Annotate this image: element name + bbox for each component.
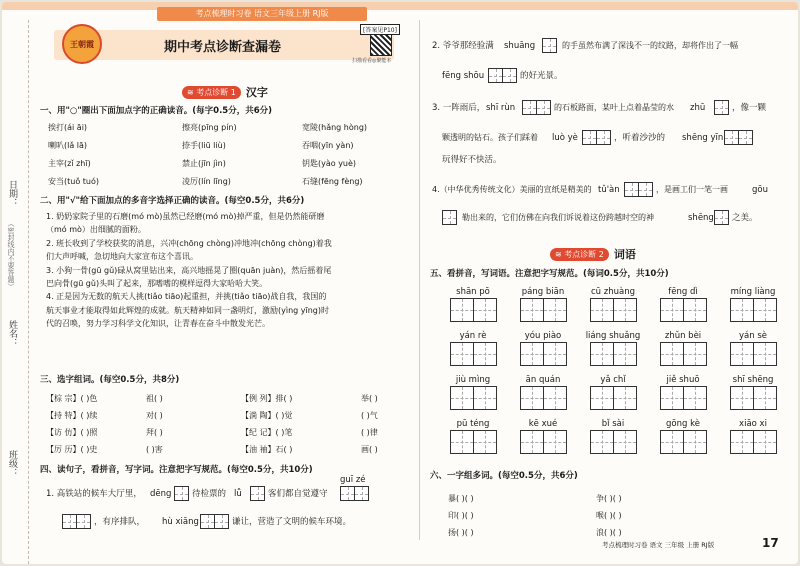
pinyin: shēng [688, 213, 714, 223]
word-item[interactable] [512, 330, 574, 366]
reading-item: 捺手(liū liù) [182, 141, 226, 150]
word-item[interactable] [442, 374, 504, 410]
section-badge: ≋ 考点诊断 2 [550, 248, 609, 261]
brand-logo: 王朝霞 [62, 24, 102, 64]
binding-gutter [2, 20, 29, 564]
r3-text-b: 的石板路面，某叶上点着晶莹的水 [554, 103, 674, 112]
pinyin: shān pō [456, 287, 490, 297]
answer-boxes[interactable] [624, 182, 652, 197]
qr-code[interactable] [370, 34, 392, 56]
word-item[interactable] [652, 330, 714, 366]
page-divider [419, 20, 420, 540]
title-banner [54, 30, 394, 60]
answer-boxes[interactable] [652, 342, 714, 366]
answer-boxes[interactable] [62, 514, 90, 529]
section-2-header [550, 247, 636, 261]
q3-heading: 三、选字组词。(每空0.5分，共8分) [40, 375, 180, 385]
r2-text-a: 2. 爷爷那经验满 [432, 41, 494, 51]
word-item[interactable] [442, 286, 504, 322]
q6-row: 扬( )( ) 浪( )( ) [448, 528, 622, 537]
reading-item: 石缝(fēng fèng) [302, 177, 363, 186]
word-item[interactable] [722, 286, 784, 322]
pinyin: liáng shuǎng [585, 331, 641, 341]
answer-boxes[interactable] [512, 342, 574, 366]
q2-body [46, 210, 332, 331]
answer-boxes[interactable] [174, 486, 188, 501]
reading-item: 吞咽(yīn yàn) [302, 141, 354, 150]
reading-item: 安当(tuǒ tuó) [48, 177, 99, 186]
reading-item: 禁止(jīn jìn) [182, 159, 226, 168]
q5-heading: 五、看拼音，写词语。注意把字写规范。(每词0.5分，共10分) [430, 269, 669, 279]
answer-boxes[interactable] [442, 386, 504, 410]
word-item[interactable] [442, 418, 504, 454]
answer-boxes[interactable] [442, 210, 456, 225]
q4-s2b: 谦让，营造了文明的候车环境。 [232, 517, 352, 527]
answer-boxes[interactable] [722, 430, 784, 454]
pinyin: jiě shuō [666, 375, 700, 385]
gutter-note: （密封线内不要答题） [7, 220, 15, 290]
r3-text-e: ，听着沙沙的 [614, 133, 666, 143]
section-badge: ≋ 考点诊断 1 [182, 86, 241, 99]
answer-boxes[interactable] [722, 342, 784, 366]
answer-boxes[interactable] [652, 298, 714, 322]
pinyin: kē xué [528, 419, 558, 429]
word-item[interactable] [582, 286, 644, 322]
r3-text-d: 颗透明的钻石。孩子们踩着 [442, 133, 538, 142]
r2-text-b: 的手虽然布满了深浅不一的纹路，却将作出了一幅 [562, 41, 738, 50]
q2-line: 1. 奶奶家院子里的石磨(mó mò)虽然已经磨(mó mò)掉严重，但是仍然能研磨 [46, 212, 325, 221]
answer-boxes[interactable] [714, 100, 728, 115]
pinyin: guī zé [340, 475, 366, 485]
answer-boxes[interactable] [442, 430, 504, 454]
reading-item: 喇叭(lǎ lā) [48, 141, 88, 150]
q2-line: 代的召唤，努力学习科学文化知识，让青春在奋斗中散发光芒。 [46, 319, 270, 329]
q3-row: 【访 仿】( )照 拜( ) 【纪 记】( )笔 ( )律 [46, 428, 378, 437]
word-item[interactable] [582, 374, 644, 410]
reading-item: 钥匙(yào yuè) [302, 159, 357, 168]
answer-boxes[interactable] [582, 430, 644, 454]
pinyin: ān quán [525, 375, 561, 385]
pinyin: fēng shōu [442, 71, 485, 81]
q1-col-1 [48, 119, 99, 191]
top-strip [2, 2, 798, 10]
q4-s1c: 客们都自觉遵守 [268, 489, 328, 499]
answer-boxes[interactable] [582, 386, 644, 410]
section-name: 词语 [613, 248, 636, 261]
q2-line: 2. 班长收到了学校获奖的消息，兴冲(chōng chòng)冲地冲(chōng chòng)着我 [46, 238, 332, 248]
reading-item: 凌厉(lín līng) [182, 177, 231, 186]
word-item[interactable] [722, 374, 784, 410]
reading-item: 挨打(ái āi) [48, 123, 88, 132]
r4-text-a: 4.（中华优秀传统文化）美丽的宣纸是精美的 [432, 185, 592, 194]
answer-boxes[interactable] [652, 430, 714, 454]
q2-heading: 二、用"√"给下面加点的多音字选择正确的读音。(每空0.5分，共6分) [40, 196, 305, 206]
q3-row: 【持 特】( )续 对( ) 【淌 陶】( )觉 ( )气 [46, 411, 378, 420]
r3-text-f: 玩得好不快活。 [442, 155, 502, 165]
q1-col-2 [182, 119, 237, 191]
q3-table [46, 390, 378, 458]
section-name: 汉字 [245, 86, 268, 99]
q1-heading: 一、用"○"圈出下面加点字的正确读音。(每字0.5分，共6分) [40, 106, 273, 116]
r4-text-d: 之美。 [732, 213, 758, 223]
word-item[interactable] [652, 418, 714, 454]
answer-boxes[interactable] [582, 298, 644, 322]
pinyin: luò yè [552, 133, 578, 143]
answer-boxes[interactable] [724, 130, 752, 145]
q4-heading: 四、读句子，看拼音，写字词。注意把字写规范。(每空0.5分，共10分) [40, 465, 313, 475]
word-item[interactable] [512, 418, 574, 454]
worksheet-page [2, 2, 798, 564]
gutter-class: 班级： [7, 450, 17, 477]
answer-boxes[interactable] [582, 342, 644, 366]
q2-line: 航天事业才能取得如此辉煌的成就。航天精神如同一盏明灯，激励(yìng yīng)时 [46, 305, 329, 315]
footer-text: 考点梳理时习卷 语文 三年级 上册 RJ版 [602, 541, 715, 549]
pinyin: shēng yīn [682, 133, 724, 143]
q4-s2a: ，有序排队， [94, 517, 146, 527]
answer-boxes[interactable] [200, 514, 228, 529]
pinyin: xiāo xi [739, 419, 767, 429]
pinyin: bǐ sài [601, 419, 625, 429]
pinyin: gōu [752, 185, 768, 195]
answer-boxes[interactable] [652, 386, 714, 410]
pinyin: yán rè [459, 331, 487, 341]
pinyin: cū zhuàng [591, 287, 635, 297]
pinyin: tǔ'àn [598, 185, 620, 195]
pinyin: yóu piào [524, 331, 562, 341]
answer-boxes[interactable] [722, 386, 784, 410]
q2-line: （mó mò）出细腻的面粉。 [46, 225, 146, 235]
reading-item: 宽陵(hǎng hòng) [302, 123, 368, 132]
q6-rows [448, 490, 622, 541]
answer-boxes[interactable] [582, 130, 610, 145]
q6-row: 印( )( ) 喉( )( ) [448, 511, 622, 520]
pinyin: lǚ [234, 489, 242, 499]
reading-item: 主宰(zǐ zhī) [48, 159, 91, 168]
pinyin: dēng [150, 489, 172, 499]
gutter-date: 日期： [7, 180, 17, 207]
qr-caption: 扫描看看◎聚能本 [352, 58, 392, 64]
pinyin: shī shēng [732, 375, 774, 385]
header-strip: 考点梳理时习卷 语文三年级上册 RJ版 [157, 7, 367, 21]
q6-heading: 六、一字组多词。(每空0.5分，共6分) [430, 471, 578, 481]
reading-item: 擦亮(pīng pín) [182, 123, 237, 132]
r3-text-c: ，像一颗 [732, 103, 767, 113]
word-item[interactable] [652, 286, 714, 322]
word-item[interactable] [512, 286, 574, 322]
page-number: 17 [762, 536, 779, 550]
pinyin: gōng kè [666, 419, 700, 429]
pinyin: míng liàng [730, 287, 776, 297]
answer-boxes[interactable] [522, 100, 550, 115]
answer-boxes[interactable] [442, 298, 504, 322]
r4-text-b: ，是画工们一笔一画 [656, 185, 728, 194]
word-item[interactable] [722, 418, 784, 454]
q2-line: 3. 小狗一骨(gū gǔ)碌从窝里钻出来，高兴地摇晃了圈(quān juàn)，然后摇着尾 [46, 265, 332, 275]
pinyin: fēng dì [668, 287, 698, 297]
answer-boxes[interactable] [714, 210, 728, 225]
answer-boxes[interactable] [512, 430, 574, 454]
q1-col-3 [302, 119, 367, 191]
pinyin: zhǔn bèi [664, 331, 702, 341]
answer-boxes[interactable] [512, 386, 574, 410]
gutter-name: 姓名： [7, 320, 17, 347]
q2-line: 们大声呼喊，急切地向大家宣布这个喜讯。 [46, 252, 198, 262]
answer-boxes[interactable] [340, 486, 368, 501]
q2-line: 巴向骨(gū gǔ)头叫了起来，那嗜嗜的模样逗得大家哈哈大笑。 [46, 279, 268, 289]
q4-s1a: 1. 高铁站的候车大厅里， [46, 489, 142, 499]
answer-boxes[interactable] [722, 298, 784, 322]
q2-line: 4. 正是因为无数的航天人挑(tiǎo tiāo)起重担，并挑(tiǎo tiāo)战自我，我国的 [46, 292, 327, 302]
answer-boxes[interactable] [442, 342, 504, 366]
pinyin: hù xiāng [162, 517, 199, 527]
pinyin: zhū [690, 103, 706, 113]
pinyin: shī rùn [486, 103, 516, 113]
pinyin: yán sè [739, 331, 767, 341]
page-title: 期中考点诊断查漏卷 [164, 40, 282, 55]
word-item[interactable] [512, 374, 574, 410]
r2-text-c: 的好光景。 [520, 71, 563, 81]
r3-text-a: 3. 一阵雨后， [432, 103, 486, 113]
section-1-header [182, 85, 268, 99]
word-item[interactable] [582, 330, 644, 366]
word-item[interactable] [442, 330, 504, 366]
pinyin: yǎ chǐ [600, 375, 626, 385]
pinyin: páng biān [521, 287, 565, 297]
q3-row: 【棕 宗】( )色 祖( ) 【例 列】排( ) 举( ) [46, 394, 378, 403]
answer-boxes[interactable] [542, 38, 556, 53]
q3-row: 【厉 历】( )史 ( )害 【油 袖】石( ) 画( ) [46, 445, 378, 454]
q4-s1b: 待检票的 [192, 489, 227, 499]
word-item[interactable] [722, 330, 784, 366]
word-item[interactable] [652, 374, 714, 410]
answer-boxes[interactable] [488, 68, 516, 83]
pinyin: shuāng [504, 41, 536, 51]
q6-row: 暴( )( ) 争( )( ) [448, 494, 622, 503]
answer-boxes[interactable] [512, 298, 574, 322]
pinyin: pū téng [456, 419, 490, 429]
pinyin: jiù mìng [455, 375, 491, 385]
word-item[interactable] [582, 418, 644, 454]
r4-text-c: 勒出来的，它们仿佛在向我们诉说着这份跨越时空的神 [462, 213, 654, 222]
answer-boxes[interactable] [250, 486, 264, 501]
answer-page-note: [答案见P10] [360, 24, 400, 35]
